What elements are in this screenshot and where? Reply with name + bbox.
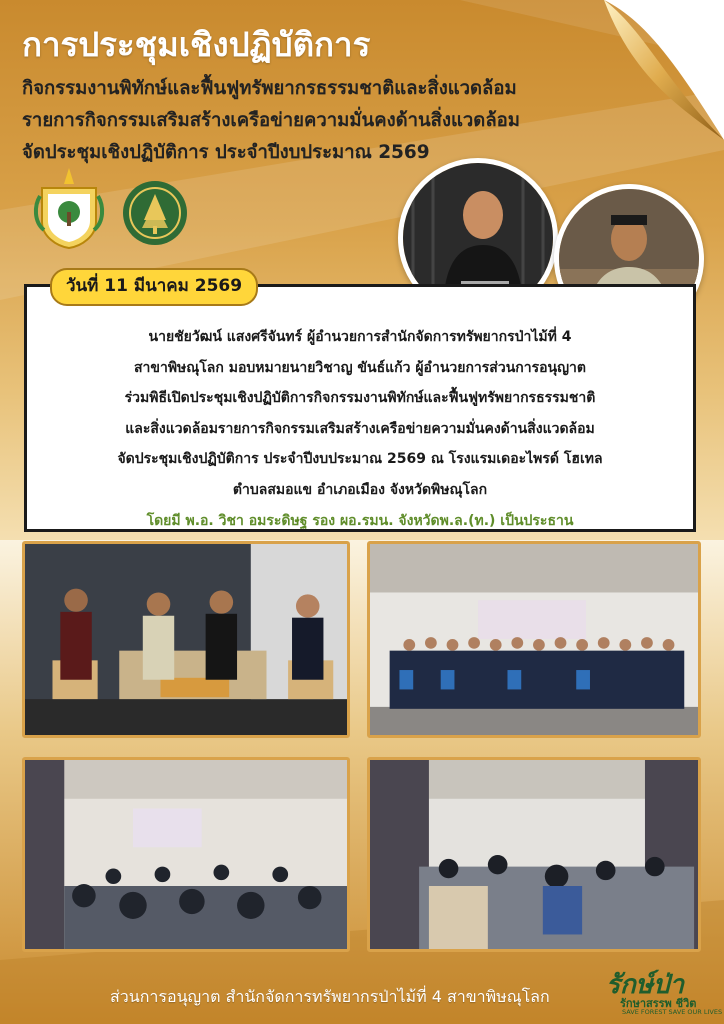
forest-campaign-logo [592, 964, 722, 1022]
subtitle-line-3: จัดประชุมเชิงปฏิบัติการ ประจำปีงบประมาณ 2569 [22, 142, 430, 163]
footer-text: ส่วนการอนุญาต สำนักจัดการทรัพยากรป่าไม้ที่ 4 สาขาพิษณุโลก [110, 987, 550, 1006]
photo-group-participants [367, 541, 701, 738]
subtitle-line-2: รายการกิจกรรมเสริมสร้างเครือข่ายความมั่นคงด้านสิ่งแวดล้อม [22, 110, 520, 131]
subtitle-line-1: กิจกรรมงานพิทักษ์และฟื้นฟูทรัพยากรธรรมชาติและสิ่งแวดล้อม [22, 78, 517, 99]
logo-sub-text: รักษาสรรพ ชีวิต [620, 997, 697, 1010]
chairman-line: โดยมี พ.อ. วิชา อมระดิษฐ รอง ผอ.รมน. จังหวัดพ.ล.(ท.) เป็นประธาน [146, 512, 574, 529]
logo-main-text: รักษ์ป่า [606, 970, 684, 1000]
date-badge: วันที่ 11 มีนาคม 2569 [50, 268, 258, 306]
body-line: ร่วมพิธีเปิดประชุมเชิงปฏิบัติการกิจกรรมงานพิทักษ์และฟื้นฟูทรัพยากรธรรมชาติ [124, 390, 596, 407]
photo-meeting-room-back [22, 757, 350, 952]
body-line: สาขาพิษณุโลก มอบหมายนายวิชาญ ขันธ์แก้ว ผู้อำนวยการส่วนการอนุญาต [133, 359, 587, 376]
department-emblem-icon [32, 166, 106, 250]
photo-participants-at-tables [367, 757, 701, 952]
body-line: ตำบลสมอแข อำเภอเมือง จังหวัดพิษณุโลก [232, 481, 488, 498]
page-title: การประชุมเชิงปฏิบัติการ [22, 25, 371, 64]
photo-officials-seated [22, 541, 350, 738]
royal-forest-emblem-icon [122, 180, 188, 246]
body-line: และสิ่งแวดล้อมรายการกิจกรรมเสริมสร้างเครือข่ายความมั่นคงด้านสิ่งแวดล้อม [125, 420, 595, 437]
logo-tagline: SAVE FOREST SAVE OUR LIVES [622, 1008, 723, 1016]
body-paragraph [24, 322, 696, 536]
body-line: จัดประชุมเชิงปฏิบัติการ ประจำปีงบประมาณ 2569 ณ โรงแรมเดอะไพรด์ โฮเทล [117, 451, 603, 468]
page-curl-icon [564, 0, 724, 150]
body-line: นายชัยวัฒน์ แสงศรีจันทร์ ผู้อำนวยการสำนักจัดการทรัพยากรป่าไม้ที่ 4 [148, 329, 572, 345]
